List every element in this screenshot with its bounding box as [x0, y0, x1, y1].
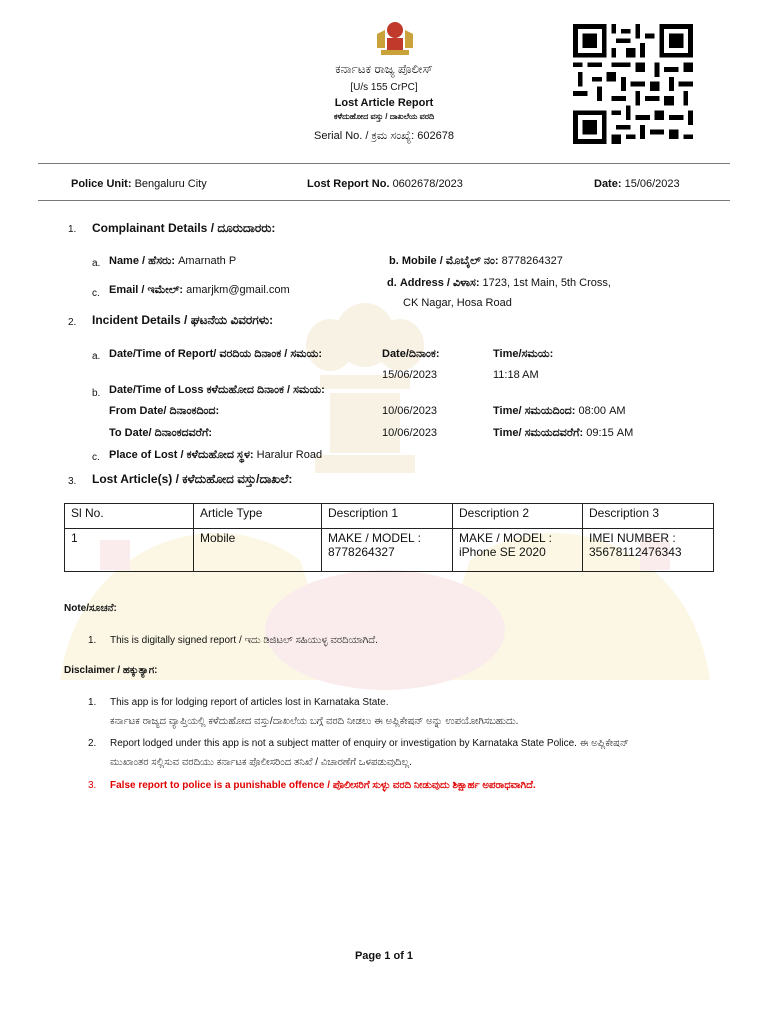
header-divider-top — [38, 163, 730, 164]
from-date-label: From Date/ ದಿನಾಂಕದಿಂದ: — [109, 405, 220, 417]
police-unit-value: Bengaluru City — [134, 178, 207, 190]
serial-value: 602678 — [417, 130, 454, 142]
section-number: 2. — [68, 317, 77, 328]
date-column-label: Date/ದಿನಾಂಕ: — [382, 348, 440, 360]
police-unit-label: Police Unit: — [71, 178, 132, 190]
table-row — [65, 529, 714, 572]
disclaimer-text: This app is for lodging report of articles lost in Karnataka State. — [110, 697, 389, 708]
to-date-value: 10/06/2023 — [382, 427, 438, 439]
false-report-warning: False report to police is a punishable offence / ಪೊಲೀಸರಿಗೆ ಸುಳ್ಳು ವರದಿ ನೀಡುವುದು ಶಿಕ್ಷಾರ್ಹ ಅಪರಾಧವಾಗಿದೆ. — [110, 780, 536, 791]
mobile-value: 8778264327 — [501, 255, 563, 267]
section-number: 3. — [68, 476, 77, 487]
column-header: Description 2 — [453, 504, 583, 529]
disclaimer-text-kannada: ಮುಖಾಂತರ ಸಲ್ಲಿಸುವ ವರದಿಯು ಕರ್ನಾಟಕ ಪೊಲೀಸರಿಂದ ತನಿಖೆ / ವಿಚಾರಣೆಗೆ ಒಳಪಡುವುದಿಲ್ಲ. — [110, 757, 412, 768]
serial-label: Serial No. / ಕ್ರಮ ಸಂಖ್ಯೆ: — [314, 130, 415, 142]
report-date-value: 15/06/2023 — [382, 369, 438, 381]
section-reference: [U/s 155 CrPC] — [350, 82, 418, 93]
header-divider-bottom — [38, 200, 730, 201]
table-cell: IMEI NUMBER : 35678112476343 — [583, 529, 714, 572]
item-index: b. — [92, 388, 101, 399]
disclaimer-text-kannada: ಕರ್ನಾಟಕ ರಾಜ್ಯದ ವ್ಯಾಪ್ತಿಯಲ್ಲಿ ಕಳೆದುಹೋದ ವಸ್ತು/ದಾಖಲೆಯ ಬಗ್ಗೆ ವರದಿ ನೀಡಲು ಈ ಅಪ್ಲಿಕೇಷನ್ ಅನ್ನು ಉಪಯೋಗಿಸಬಹುದು. — [110, 716, 519, 727]
report-datetime-label: Date/Time of Report/ ವರದಿಯ ದಿನಾಂಕ / ಸಮಯ: — [109, 348, 323, 360]
item-index: a. — [92, 351, 101, 362]
disclaimer-number: 3. — [88, 780, 97, 791]
table-cell: 1 — [65, 529, 194, 572]
note-heading: Note/ಸೂಚನೆ: — [64, 603, 117, 614]
mobile-idx: b. — [389, 255, 399, 267]
note-number: 1. — [88, 635, 97, 646]
table-header-row — [65, 504, 714, 529]
report-date — [594, 178, 680, 190]
mobile-label: Mobile / ಮೊಬೈಲ್ ನಂ: — [401, 255, 499, 267]
disclaimer-text: Report lodged under this app is not a subject matter of enquiry or investigation by Karnataka State Police. ಈ ಅಪ್ಲಿಕೇಷನ್ — [110, 738, 629, 749]
table-cell: Mobile — [194, 529, 322, 572]
complainant-heading: Complainant Details / ದೂರುದಾರರು: — [92, 221, 276, 235]
time-column-label: Time/ಸಮಯ: — [493, 348, 554, 360]
qr-code — [573, 24, 693, 144]
column-header: Description 3 — [583, 504, 714, 529]
incident-heading: Incident Details / ಘಟನೆಯ ವಿವರಗಳು: — [92, 313, 274, 327]
complainant-mobile — [389, 255, 563, 268]
place-of-loss — [109, 449, 322, 462]
name-label: Name / ಹೆಸರು: — [109, 255, 176, 267]
report-time-value: 11:18 AM — [493, 369, 539, 381]
police-unit — [71, 178, 207, 190]
column-header: Article Type — [194, 504, 322, 529]
name-value: Amarnath P — [178, 255, 237, 267]
place-label: Place of Lost / ಕಳೆದುಹೋದ ಸ್ಥಳ: — [109, 449, 254, 461]
from-time — [493, 405, 626, 418]
disclaimer-number: 2. — [88, 738, 97, 749]
page-number: Page 1 of 1 — [354, 950, 414, 962]
report-title-kannada: ಕಳೆದುಹೋದ ವಸ್ತು / ದಾಖಲೆಯ ವರದಿ — [333, 112, 435, 121]
item-index: a. — [92, 258, 101, 269]
table-cell: MAKE / MODEL : iPhone SE 2020 — [453, 529, 583, 572]
report-no-value: 0602678/2023 — [392, 178, 463, 190]
email-label: Email / ಇಮೇಲ್: — [109, 284, 184, 296]
report-title: Lost Article Report — [334, 97, 434, 109]
org-name-kannada: ಕರ್ನಾಟಕ ರಾಜ್ಯ ಪೊಲೀಸ್ — [335, 62, 433, 76]
to-time-label: Time/ ಸಮಯದವರೆಗೆ: — [493, 427, 584, 439]
serial-number — [234, 130, 534, 143]
report-no-label: Lost Report No. — [307, 178, 390, 190]
complainant-address — [387, 277, 611, 290]
lost-report-number — [307, 178, 463, 190]
address-label: Address / ವಿಳಾಸ: — [399, 277, 480, 289]
from-time-value: 08:00 AM — [578, 405, 626, 417]
loss-datetime-label: Date/Time of Loss ಕಳೆದುಹೋದ ದಿನಾಂಕ / ಸಮಯ: — [109, 384, 325, 396]
from-date-value: 10/06/2023 — [382, 405, 438, 417]
item-index: c. — [92, 452, 100, 463]
table-cell: MAKE / MODEL : 8778264327 — [322, 529, 453, 572]
column-header: Description 1 — [322, 504, 453, 529]
lost-articles-heading: Lost Article(s) / ಕಳೆದುಹೋದ ವಸ್ತು/ದಾಖಲೆ: — [92, 472, 293, 486]
address-line2: CK Nagar, Hosa Road — [403, 297, 512, 309]
address-line1: 1723, 1st Main, 5th Cross, — [482, 277, 611, 289]
disclaimer-heading: Disclaimer / ಹಕ್ಕುತ್ಯಾಗ: — [64, 665, 158, 676]
email-value: amarjkm@gmail.com — [186, 284, 290, 296]
karnataka-emblem-icon — [371, 20, 419, 56]
complainant-name — [109, 255, 236, 268]
item-index: c. — [92, 288, 100, 299]
to-time-value: 09:15 AM — [586, 427, 634, 439]
note-text: This is digitally signed report / ಇದು ಡಿಜಿಟಲ್ ಸಹಿಯುಳ್ಳ ವರದಿಯಾಗಿದೆ. — [110, 635, 378, 646]
date-label: Date: — [594, 178, 622, 190]
disclaimer-number: 1. — [88, 697, 97, 708]
lost-articles-table — [64, 503, 714, 572]
from-time-label: Time/ ಸಮಯದಿಂದ: — [493, 405, 576, 417]
column-header: Sl No. — [65, 504, 194, 529]
to-time — [493, 427, 633, 440]
complainant-email — [109, 284, 290, 297]
section-number: 1. — [68, 224, 77, 235]
address-idx: d. — [387, 277, 397, 289]
date-value: 15/06/2023 — [624, 178, 680, 190]
place-value: Haralur Road — [256, 449, 323, 461]
to-date-label: To Date/ ದಿನಾಂಕದವರೆಗೆ: — [109, 427, 213, 439]
